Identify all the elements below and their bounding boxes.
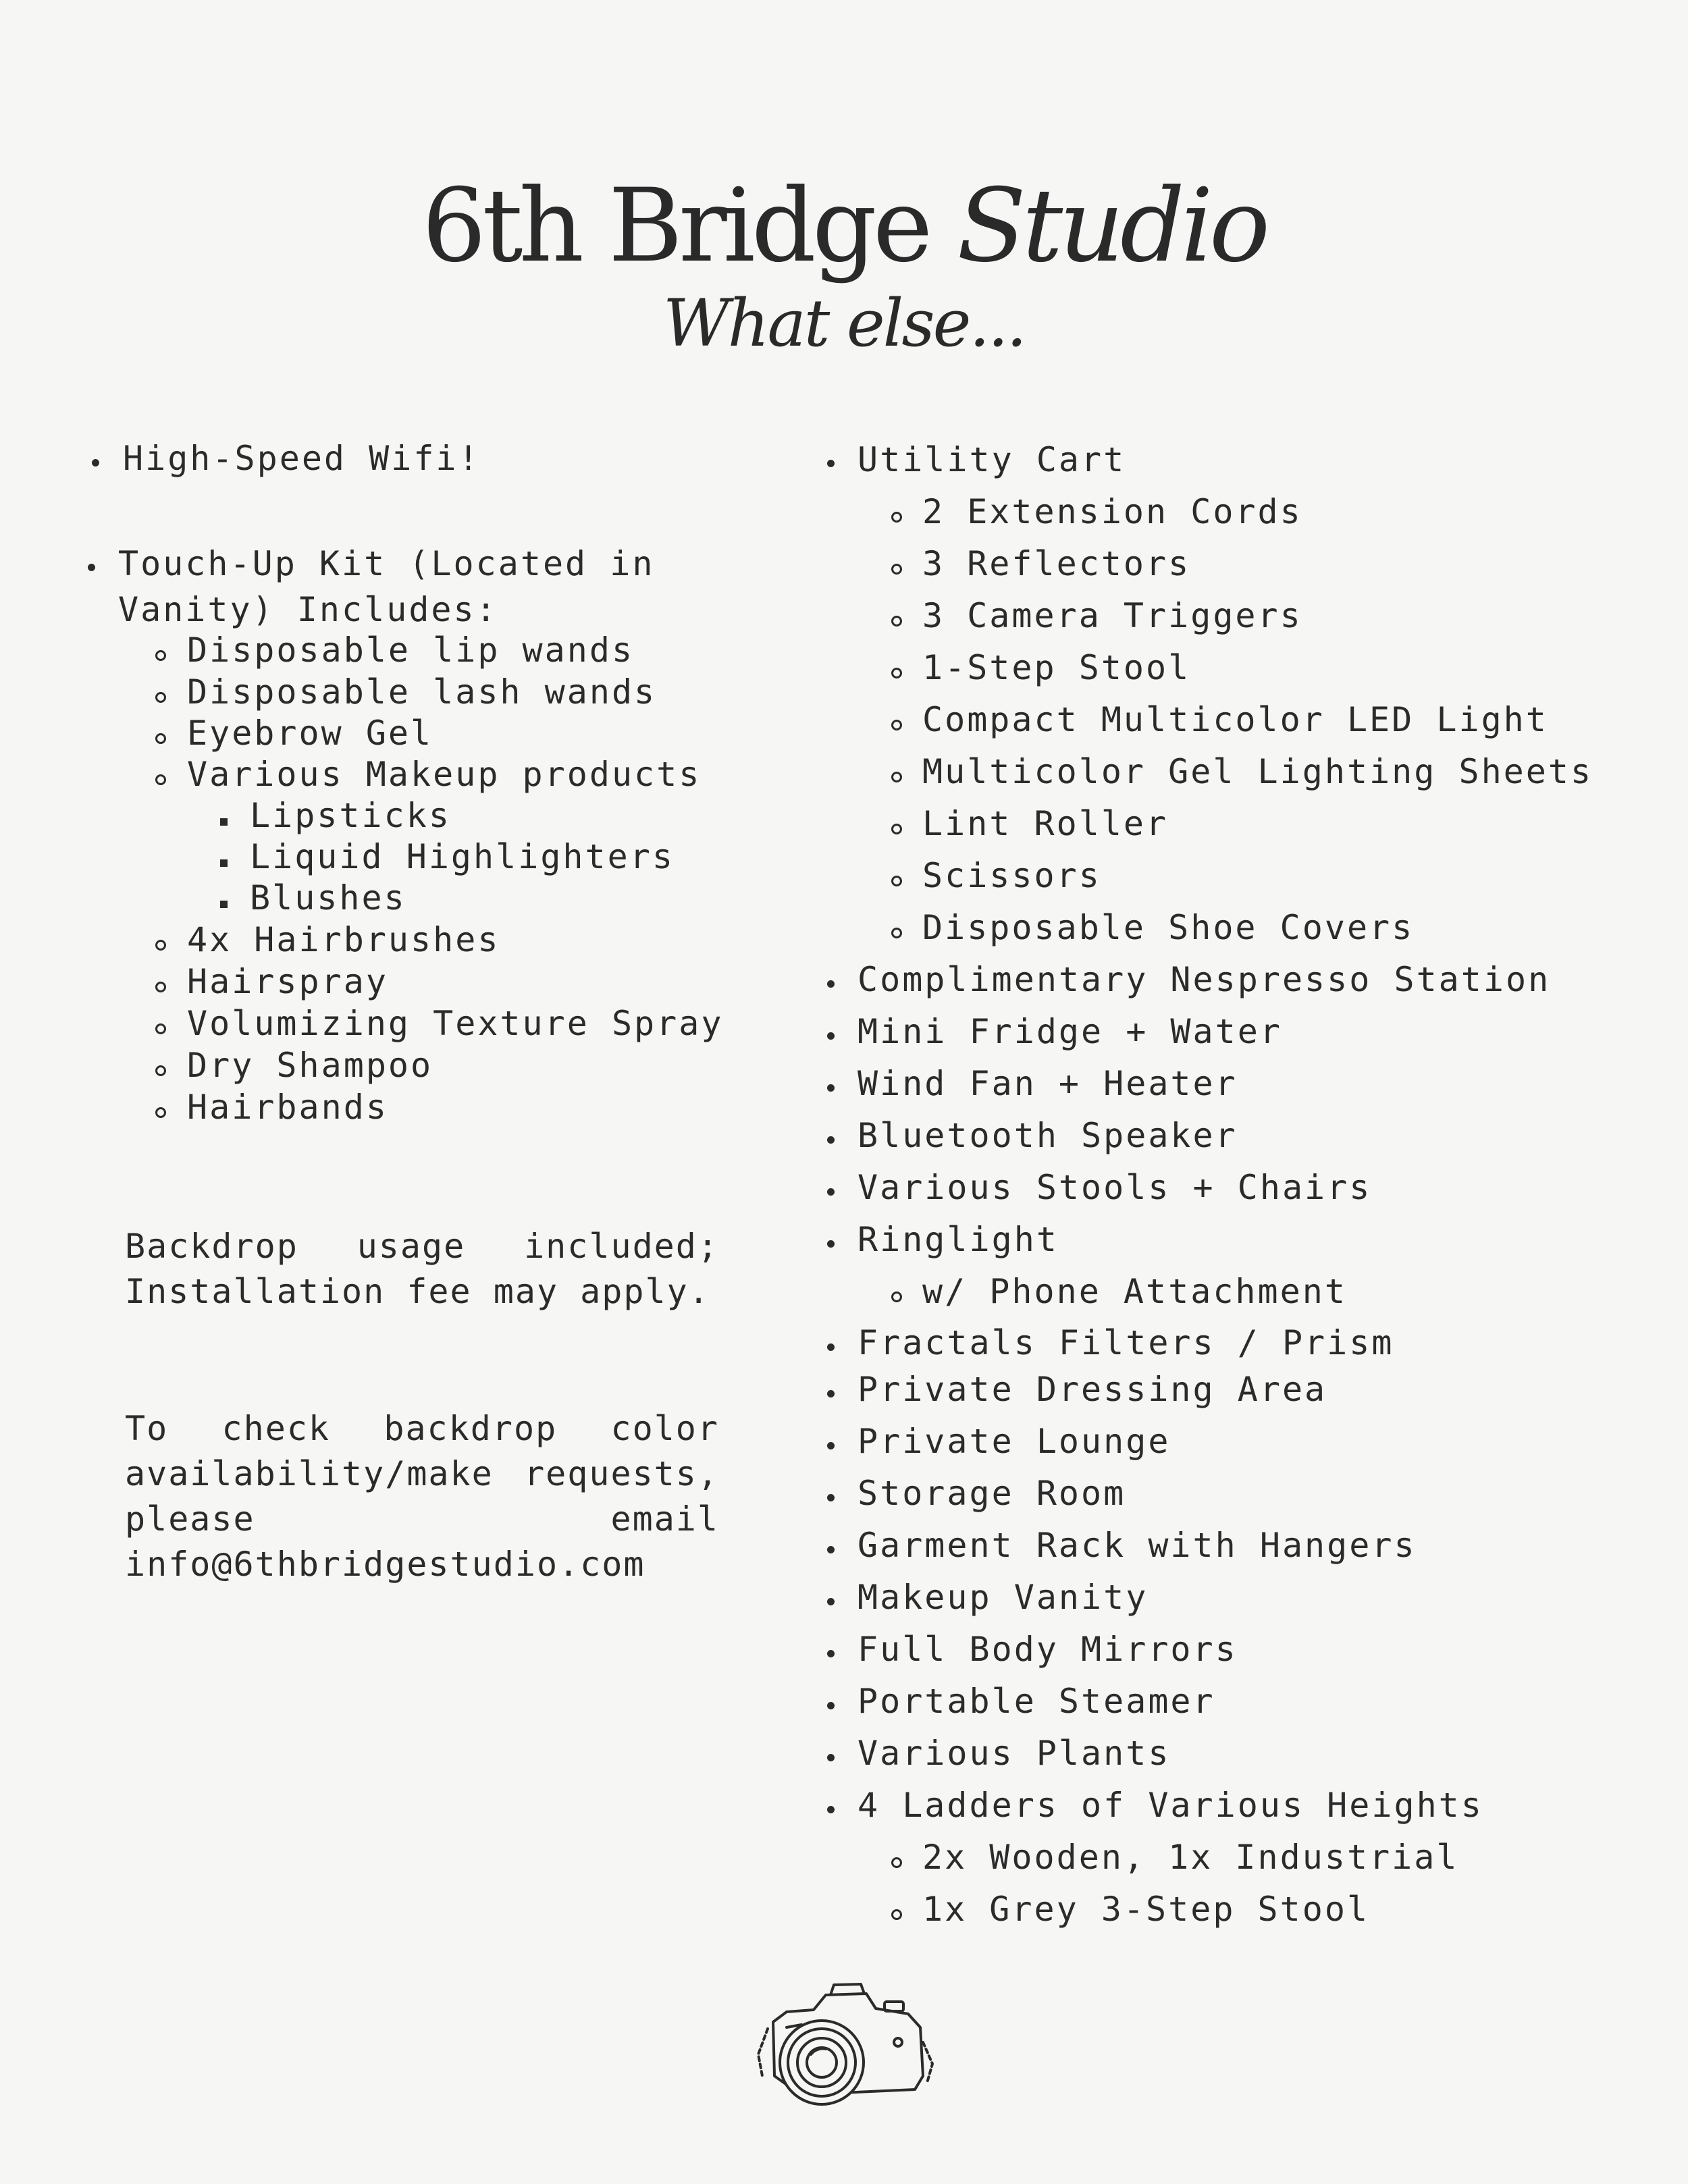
bullet-dot-icon — [827, 1136, 835, 1144]
bullet-dot-icon — [827, 1494, 835, 1501]
amenity-item: Wind Fan + Heater — [858, 1064, 1238, 1103]
amenity-item: Full Body Mirrors — [858, 1630, 1238, 1669]
bullet-dot-icon — [827, 1188, 835, 1196]
bullet-dot-icon — [827, 1702, 835, 1709]
bullet-dot-icon — [827, 1598, 835, 1605]
bullet-dot-icon — [827, 460, 835, 467]
cart-item: 2 Extension Cords — [922, 492, 1302, 531]
bullet-square-icon — [220, 859, 228, 867]
makeup-item: Blushes — [250, 878, 406, 917]
amenity-item: Various Stools + Chairs — [858, 1168, 1372, 1207]
bullet-ring-icon — [155, 733, 166, 744]
bullet-ring-icon — [891, 876, 902, 886]
amenity-item: Storage Room — [858, 1474, 1126, 1513]
bullet-ring-icon — [891, 564, 902, 575]
cart-item: Disposable Shoe Covers — [922, 908, 1415, 947]
title-main: 6th Bridge — [421, 167, 929, 285]
bullet-ring-icon — [891, 616, 902, 627]
cart-item: Lint Roller — [922, 804, 1169, 843]
cart-item: Scissors — [922, 856, 1101, 895]
amenity-item: Complimentary Nespresso Station — [858, 960, 1551, 999]
kit-heading-line1: Touch-Up Kit (Located in — [118, 544, 655, 583]
contact-note: To check backdrop color availability/make requests, please email info@6thbridgestudio.com — [125, 1409, 719, 1584]
utility-cart-heading: Utility Cart — [858, 440, 1126, 479]
cart-item: Compact Multicolor LED Light — [922, 700, 1548, 739]
bullet-ring-icon — [891, 1857, 902, 1868]
kit-item: Various Makeup products — [187, 755, 702, 794]
bullet-ring-icon — [155, 940, 166, 951]
bullet-dot-icon — [827, 1032, 835, 1040]
ringlight-subitem: w/ Phone Attachment — [922, 1272, 1347, 1311]
bullet-dot-icon — [827, 1546, 835, 1553]
kit-item: Dry Shampoo — [187, 1046, 433, 1085]
bullet-ring-icon — [155, 982, 166, 992]
page-header — [0, 169, 1688, 361]
amenity-item: Portable Steamer — [858, 1682, 1215, 1721]
ladder-subitem: 2x Wooden, 1x Industrial — [922, 1838, 1459, 1877]
amenity-item: Private Dressing Area — [858, 1370, 1327, 1409]
kit-item: Volumizing Texture Spray — [187, 1004, 724, 1043]
amenity-item: Makeup Vanity — [858, 1578, 1149, 1617]
kit-item: Eyebrow Gel — [187, 714, 433, 753]
bullet-ring-icon — [155, 1023, 166, 1034]
cart-item: 3 Reflectors — [922, 544, 1191, 583]
kit-item: Disposable lip wands — [187, 631, 635, 670]
bullet-ring-icon — [155, 692, 166, 703]
amenity-item: Fractals Filters / Prism — [858, 1323, 1394, 1362]
kit-item: Hairspray — [187, 962, 388, 1001]
kit-item: Disposable lash wands — [187, 672, 657, 712]
bullet-ring-icon — [891, 1909, 902, 1920]
bullet-dot-icon — [827, 1240, 835, 1248]
title-italic: Studio — [957, 167, 1267, 285]
amenity-item: Ringlight — [858, 1220, 1059, 1259]
camera-icon — [746, 1975, 942, 2110]
makeup-item: Liquid Highlighters — [250, 837, 675, 876]
bullet-ring-icon — [891, 512, 902, 523]
amenity-item: Bluetooth Speaker — [858, 1116, 1238, 1155]
amenity-item: 4 Ladders of Various Heights — [858, 1786, 1483, 1825]
kit-heading-line2: Vanity) Includes: — [118, 590, 498, 629]
bullet-dot-icon — [92, 459, 99, 467]
bullet-ring-icon — [891, 1291, 902, 1302]
bullet-ring-icon — [891, 824, 902, 834]
amenity-item: Private Lounge — [858, 1422, 1171, 1461]
backdrop-note: Backdrop usage included; Installation fee may apply. — [125, 1227, 719, 1311]
page-title — [0, 169, 1688, 284]
kit-item: 4x Hairbrushes — [187, 920, 500, 959]
bullet-square-icon — [220, 818, 228, 826]
kit-item: Hairbands — [187, 1088, 388, 1127]
amenity-item: Various Plants — [858, 1734, 1171, 1773]
amenity-item: Garment Rack with Hangers — [858, 1526, 1417, 1565]
bullet-ring-icon — [155, 774, 166, 785]
bullet-dot-icon — [827, 980, 835, 988]
page-subtitle: What else... — [663, 286, 1025, 361]
bullet-dot-icon — [827, 1442, 835, 1449]
bullet-ring-icon — [891, 772, 902, 782]
bullet-dot-icon — [827, 1084, 835, 1092]
bullet-dot-icon — [827, 1343, 835, 1351]
bullet-ring-icon — [155, 1065, 166, 1076]
bullet-dot-icon — [827, 1390, 835, 1397]
cart-item: 1-Step Stool — [922, 648, 1191, 687]
makeup-item: Lipsticks — [250, 796, 451, 835]
bullet-square-icon — [220, 901, 228, 908]
bullet-dot-icon — [88, 564, 95, 571]
bullet-ring-icon — [891, 720, 902, 730]
cart-item: Multicolor Gel Lighting Sheets — [922, 752, 1593, 791]
cart-item: 3 Camera Triggers — [922, 596, 1302, 635]
bullet-ring-icon — [891, 928, 902, 938]
bullet-ring-icon — [891, 668, 902, 678]
bullet-dot-icon — [827, 1806, 835, 1813]
bullet-dot-icon — [827, 1650, 835, 1657]
ladder-subitem: 1x Grey 3-Step Stool — [922, 1890, 1370, 1929]
list-item-wifi: High-Speed Wifi! — [123, 439, 481, 478]
bullet-ring-icon — [155, 650, 166, 661]
bullet-ring-icon — [155, 1107, 166, 1118]
amenity-item: Mini Fridge + Water — [858, 1012, 1282, 1051]
bullet-dot-icon — [827, 1754, 835, 1761]
